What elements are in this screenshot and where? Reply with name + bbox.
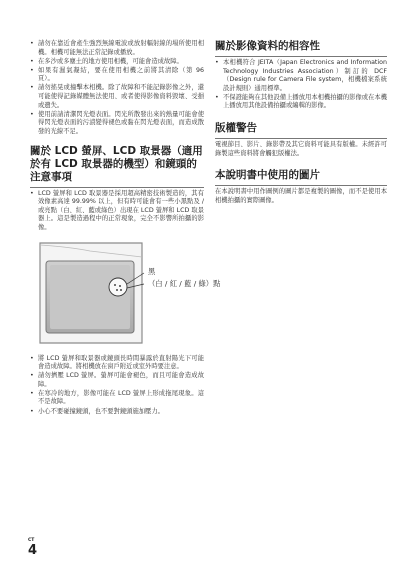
list-item: • 小心不要碰撞鏡頭，也不要對鏡頭施加壓力。: [30, 408, 204, 417]
lcd-care-list: [30, 355, 204, 417]
compatibility-list: [215, 59, 387, 111]
section-divider: [215, 56, 387, 57]
color-dot-label: （白 / 紅 / 藍 / 綠）點: [148, 278, 221, 288]
pictures-text: 在本說明書中用作圖例的圖片都是複製的圖像，而不是使用本相機拍攝的實際圖像。: [215, 188, 387, 204]
list-item: • 請勿擠壓 LCD 螢屏。螢屏可能會褪色，而且可能會造成故障。: [30, 372, 204, 389]
dot: [116, 289, 118, 291]
list-item: • 不保證能夠在其他設備上播放用本相機拍攝的影像或在本機上播放用其他設備拍攝或編輯的影像。: [215, 94, 387, 111]
list-item: • 在寒冷的地方，影像可能在 LCD 螢屏上形成拖尾現象。這不是故障。: [30, 390, 204, 407]
list-item: • 在多沙或多塵土的地方使用相機，可能會造成故障。: [30, 58, 204, 67]
copyright-heading: 版權警告: [215, 122, 257, 135]
precautions-list: [30, 40, 204, 137]
language-code: CT: [28, 538, 35, 543]
section-divider: [30, 187, 204, 188]
lcd-dots-figure: [30, 239, 221, 351]
compatibility-section: [215, 40, 387, 111]
lcd-section-heading: 關於 LCD 螢屏、LCD 取景器（適用於有 LCD 取景器的機型）和鏡頭的注意事項: [30, 144, 203, 183]
right-column: [215, 40, 387, 216]
list-item: • LCD 螢屏和 LCD 取景器是採用超高精密技術製造的，其有效像素高達 99.99% 以上，但有時可能會有一些小黑點及 / 或亮點（白、紅、藍或綠色）出現在 LCD 螢屏和 LCD 取景器上。這是製造過程中的正常現象，完全不影響所拍攝的影像。: [30, 190, 204, 233]
list-item: • 如果有濕氣凝結，要在使用相機之前將其清除（第 96 頁）。: [30, 67, 204, 84]
lcd-screen-inner: [50, 265, 130, 329]
left-column: [30, 40, 221, 417]
lcd-screen-illustration: [30, 239, 204, 351]
dot: [119, 285, 121, 287]
list-item: • 將 LCD 螢屏和取景器或鏡頭長時間暴露於直射陽光下可能會造成故障。將相機放在窗戶附近或室外時要注意。: [30, 355, 204, 372]
pictures-section: [215, 169, 387, 205]
lcd-notes-list: [30, 190, 204, 233]
page-number: 4: [28, 543, 38, 558]
dot: [120, 289, 122, 291]
compatibility-heading: 關於影像資料的相容性: [215, 40, 320, 52]
section-divider: [215, 138, 387, 139]
list-item: • 本相機符合 JEITA（Japan Electronics and Information Technology Industries Association）制訂的 DCF（Design rule for Camera File system，相機檔案系統設計規則）通用標準。: [215, 59, 387, 93]
list-item: • 使用前請清潔閃光燈表面。閃光所散發出來的熱量可能會使得閃光燈表面的污漬變得褪色或黏在閃光燈表面，而造成散發的光線不足。: [30, 111, 204, 137]
black-dot-label: 黑: [148, 266, 156, 276]
section-divider: [215, 185, 387, 186]
page-footer: [28, 538, 37, 558]
pictures-heading: 本說明書中使用的圖片: [215, 169, 320, 182]
list-item: • 請勿搖晃或撞擊本相機。除了故障和不能記錄影像之外，還可能使得記錄媒體無法使用、或者使得影像資料毀壞、受損或遺失。: [30, 84, 204, 110]
dot: [114, 284, 116, 286]
copyright-section: [215, 122, 387, 158]
copyright-text: 電視節目、影片、錄影帶及其它資料可能具有版權。未經許可錄製這些資料將會觸犯版權法。: [215, 141, 387, 157]
magnifier-circle: [109, 278, 127, 296]
list-item: • 請勿在靠近會產生強烈無線電波或放射輻射線的場所使用相機。相機可能無法正常記錄或播放。: [30, 40, 204, 57]
